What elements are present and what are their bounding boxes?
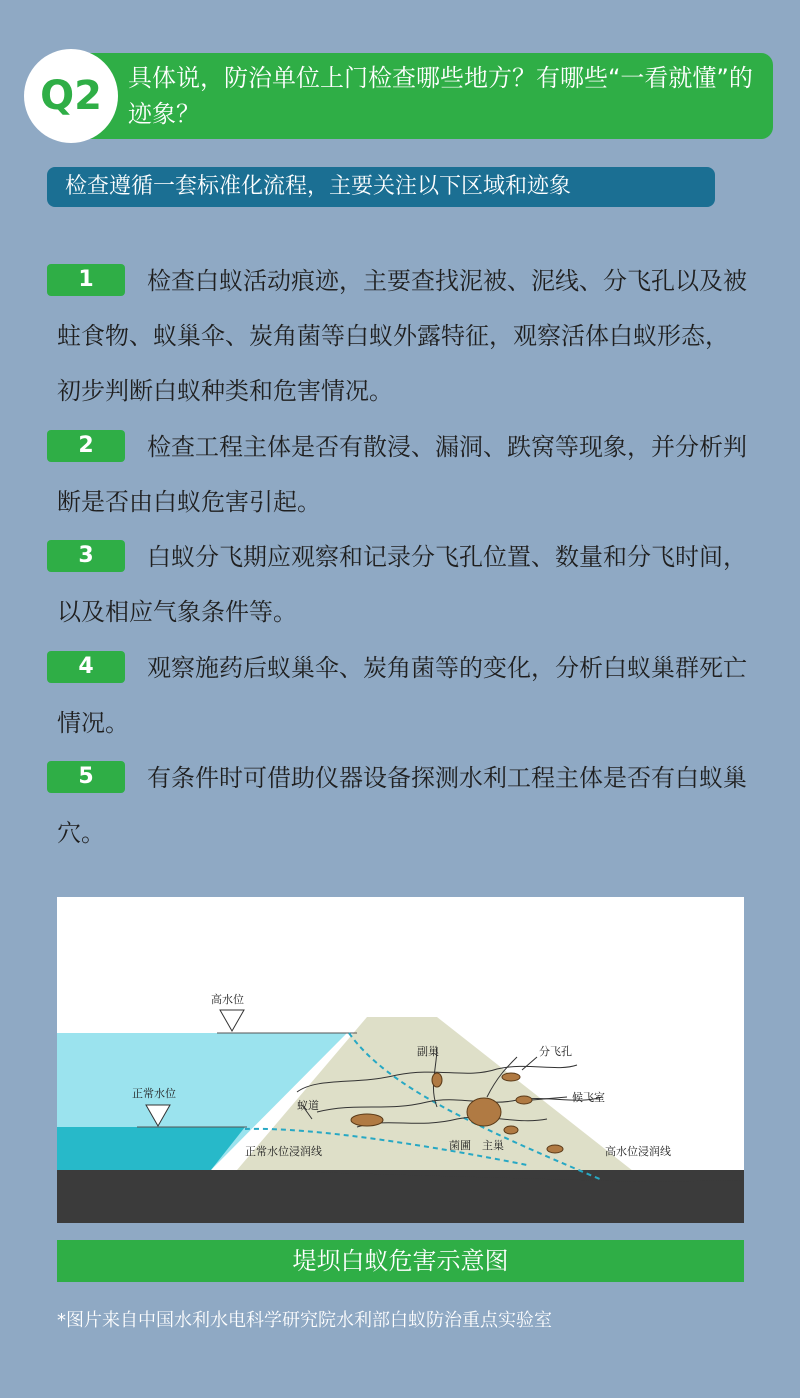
item-text: 检查工程主体是否有散浸、漏洞、跌窝等现象，并分析判断是否由白蚁危害引起。 <box>57 433 747 516</box>
leader-line <box>522 1057 537 1070</box>
dam-termite-diagram <box>57 897 744 1223</box>
waiting-chamber <box>516 1096 532 1104</box>
item-text: 观察施药后蚁巢伞、炭角菌等的变化，分析白蚁巢群死亡情况。 <box>57 654 747 737</box>
waiting-chamber <box>502 1073 520 1081</box>
dam-diagram-svg <box>57 897 744 1223</box>
item-number-badge: 5 <box>47 761 125 793</box>
item-text: 有条件时可借助仪器设备探测水利工程主体是否有白蚁巢穴。 <box>57 764 747 847</box>
item-number-badge: 2 <box>47 430 125 462</box>
list-item <box>57 530 747 640</box>
main-nest <box>467 1098 501 1126</box>
label-tunnel: 蚁道 <box>297 1099 319 1112</box>
fungus-garden <box>547 1145 563 1153</box>
question-title: 具体说，防治单位上门检查哪些地方？有哪些“一看就懂”的迹象？ <box>128 64 753 128</box>
high-water-marker-icon <box>220 1010 244 1031</box>
fungus-comb <box>351 1114 383 1126</box>
question-number: Q2 <box>40 73 102 119</box>
label-high-water: 高水位 <box>211 993 244 1006</box>
label-main-nest: 主巢 <box>482 1139 504 1152</box>
sub-nest <box>432 1073 442 1087</box>
label-flight-hole: 分飞孔 <box>539 1045 572 1058</box>
list-item <box>57 751 747 861</box>
item-number-badge: 3 <box>47 540 125 572</box>
label-sub-nest: 副巢 <box>417 1045 439 1058</box>
item-text: 检查白蚁活动痕迹，主要查找泥被、泥线、分飞孔以及被蛀食物、蚁巢伞、炭角菌等白蚁外露特征，观察活体白蚁形态，初步判断白蚁种类和危害情况。 <box>57 267 747 405</box>
label-high-seepage: 高水位浸润线 <box>605 1145 671 1158</box>
question-number-badge <box>24 49 118 143</box>
list-item <box>57 641 747 751</box>
item-text: 白蚁分飞期应观察和记录分飞孔位置、数量和分飞时间，以及相应气象条件等。 <box>57 543 747 626</box>
label-normal-water: 正常水位 <box>132 1087 176 1100</box>
list-item <box>57 254 747 419</box>
label-fungus-garden: 菌圃 <box>449 1139 471 1152</box>
section-subtitle: 检查遵循一套标准化流程，主要关注以下区域和迹象 <box>47 167 715 207</box>
item-number-badge: 4 <box>47 651 125 683</box>
label-waiting-room: 候飞室 <box>572 1091 605 1104</box>
item-number-badge: 1 <box>47 264 125 296</box>
figure-caption: 堤坝白蚁危害示意图 <box>57 1240 744 1282</box>
label-normal-seepage: 正常水位浸润线 <box>245 1145 322 1158</box>
fungus-garden <box>504 1126 518 1134</box>
list-item <box>57 420 747 530</box>
image-source-note: *图片来自中国水利水电科学研究院水利部白蚁防治重点实验室 <box>57 1310 552 1331</box>
